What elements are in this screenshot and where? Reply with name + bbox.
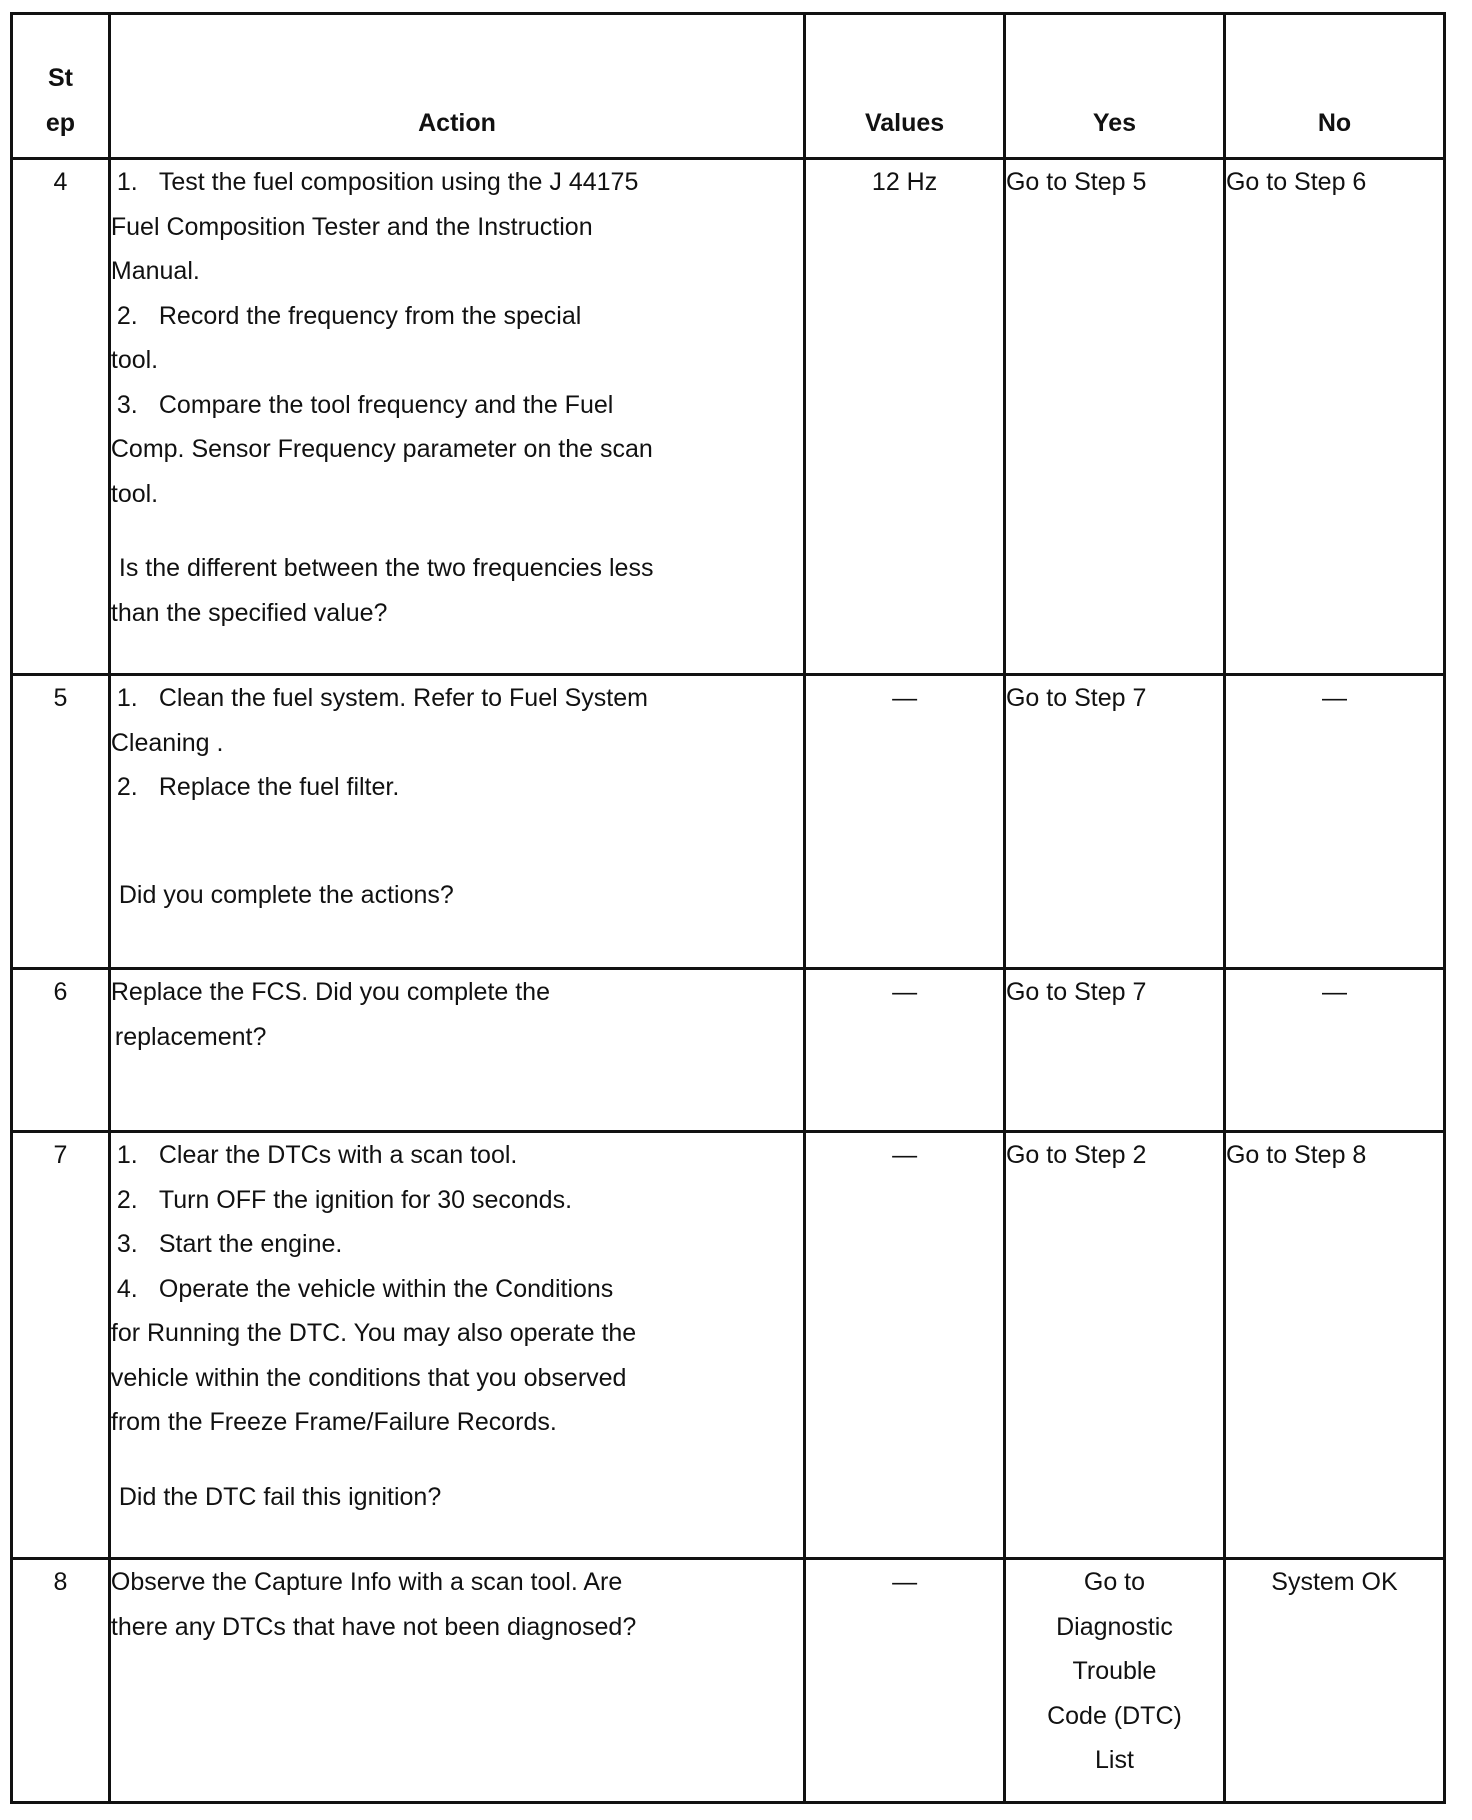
header-step-line-2: ep (45, 108, 76, 137)
question-line: than the specified value? (110, 598, 388, 627)
action-num: 2. (116, 1185, 138, 1214)
action-line: vehicle within the conditions that you observed (110, 1363, 627, 1392)
table-row (12, 159, 1445, 675)
step-number: 7 (12, 1132, 110, 1559)
action-text: Turn OFF the ignition for 30 seconds. (158, 1185, 573, 1214)
action-cell (109, 969, 804, 1132)
yes-cell: Go to Step 7 (1004, 675, 1224, 969)
step-number: 6 (12, 969, 110, 1132)
action-line (111, 676, 803, 721)
yes-line: Go to (1083, 1568, 1146, 1596)
action-text: Test the fuel composition using the J 44175 (158, 168, 639, 196)
action-num: 1. (116, 684, 138, 712)
action-line (111, 1133, 803, 1178)
diagnostic-table (10, 12, 1446, 1804)
action-cell (109, 159, 804, 675)
yes-cell: Go to Step 5 (1004, 159, 1224, 675)
action-line: Cleaning . (110, 728, 224, 757)
table-row (12, 1132, 1445, 1559)
question-line: Did the DTC fail this ignition? (118, 1482, 442, 1511)
action-text: Clean the fuel system. Refer to Fuel System (158, 684, 648, 712)
yes-line: Code (DTC) (1047, 1701, 1182, 1730)
action-line (111, 765, 803, 810)
step-number: 4 (12, 159, 110, 675)
action-line (111, 1178, 803, 1223)
header-yes: Yes (1004, 14, 1224, 159)
action-line: there any DTCs that have not been diagnosed? (110, 1612, 637, 1641)
action-text: Replace the fuel filter. (158, 773, 400, 801)
yes-line: List (1095, 1746, 1134, 1774)
header-action: Action (109, 14, 804, 159)
header-step-line-1: St (47, 64, 73, 92)
action-line: tool. (110, 346, 159, 374)
action-num: 3. (116, 1230, 138, 1258)
action-line (111, 1267, 803, 1312)
action-line (111, 383, 803, 428)
no-cell: Go to Step 6 (1224, 159, 1444, 675)
step-number: 5 (12, 675, 110, 969)
header-row (12, 14, 1445, 159)
action-text: Record the frequency from the special (158, 301, 582, 330)
values-cell: — (805, 1559, 1005, 1803)
yes-cell: Go to Step 7 (1004, 969, 1224, 1132)
action-line: Comp. Sensor Frequency parameter on the scan (110, 435, 653, 463)
values-cell: — (805, 969, 1005, 1132)
no-cell: System OK (1224, 1559, 1444, 1803)
values-cell: 12 Hz (805, 159, 1005, 675)
action-num: 4. (116, 1274, 138, 1303)
action-text: Clear the DTCs with a scan tool. (158, 1141, 518, 1169)
action-line: Observe the Capture Info with a scan tool. Are (110, 1568, 623, 1596)
no-cell: — (1224, 675, 1444, 969)
action-line: for Running the DTC. You may also operate the (110, 1319, 637, 1347)
action-line (111, 160, 803, 205)
no-cell: — (1224, 969, 1444, 1132)
header-values: Values (805, 14, 1005, 159)
action-cell (109, 1559, 804, 1803)
yes-cell (1004, 1559, 1224, 1803)
action-num: 3. (116, 390, 138, 419)
action-line (111, 294, 803, 339)
no-cell: Go to Step 8 (1224, 1132, 1444, 1559)
yes-line: Trouble (1072, 1657, 1157, 1685)
action-text: Operate the vehicle within the Conditions (158, 1274, 614, 1303)
action-line (111, 1222, 803, 1267)
table-row (12, 1559, 1445, 1803)
action-text: Compare the tool frequency and the Fuel (158, 390, 614, 419)
action-line: from the Freeze Frame/Failure Records. (110, 1408, 557, 1436)
action-line: Replace the FCS. Did you complete the (110, 978, 550, 1006)
action-num: 1. (116, 1141, 138, 1169)
header-step (12, 14, 110, 159)
values-cell: — (805, 1132, 1005, 1559)
table-row (12, 969, 1445, 1132)
action-num: 1. (116, 168, 138, 196)
action-line: replacement? (114, 1022, 267, 1051)
table-row (12, 675, 1445, 969)
values-cell: — (805, 675, 1005, 969)
action-line: Fuel Composition Tester and the Instruction (110, 212, 593, 241)
action-line: tool. (110, 479, 159, 508)
header-no: No (1224, 14, 1444, 159)
question-line: Is the different between the two frequencies less (118, 554, 654, 582)
action-cell (109, 1132, 804, 1559)
yes-line: Diagnostic (1056, 1612, 1173, 1641)
step-number: 8 (12, 1559, 110, 1803)
action-cell (109, 675, 804, 969)
question-line: Did you complete the actions? (118, 880, 454, 909)
action-num: 2. (116, 773, 138, 801)
action-line: Manual. (110, 257, 200, 285)
yes-cell: Go to Step 2 (1004, 1132, 1224, 1559)
action-text: Start the engine. (158, 1230, 343, 1258)
action-num: 2. (116, 301, 138, 330)
